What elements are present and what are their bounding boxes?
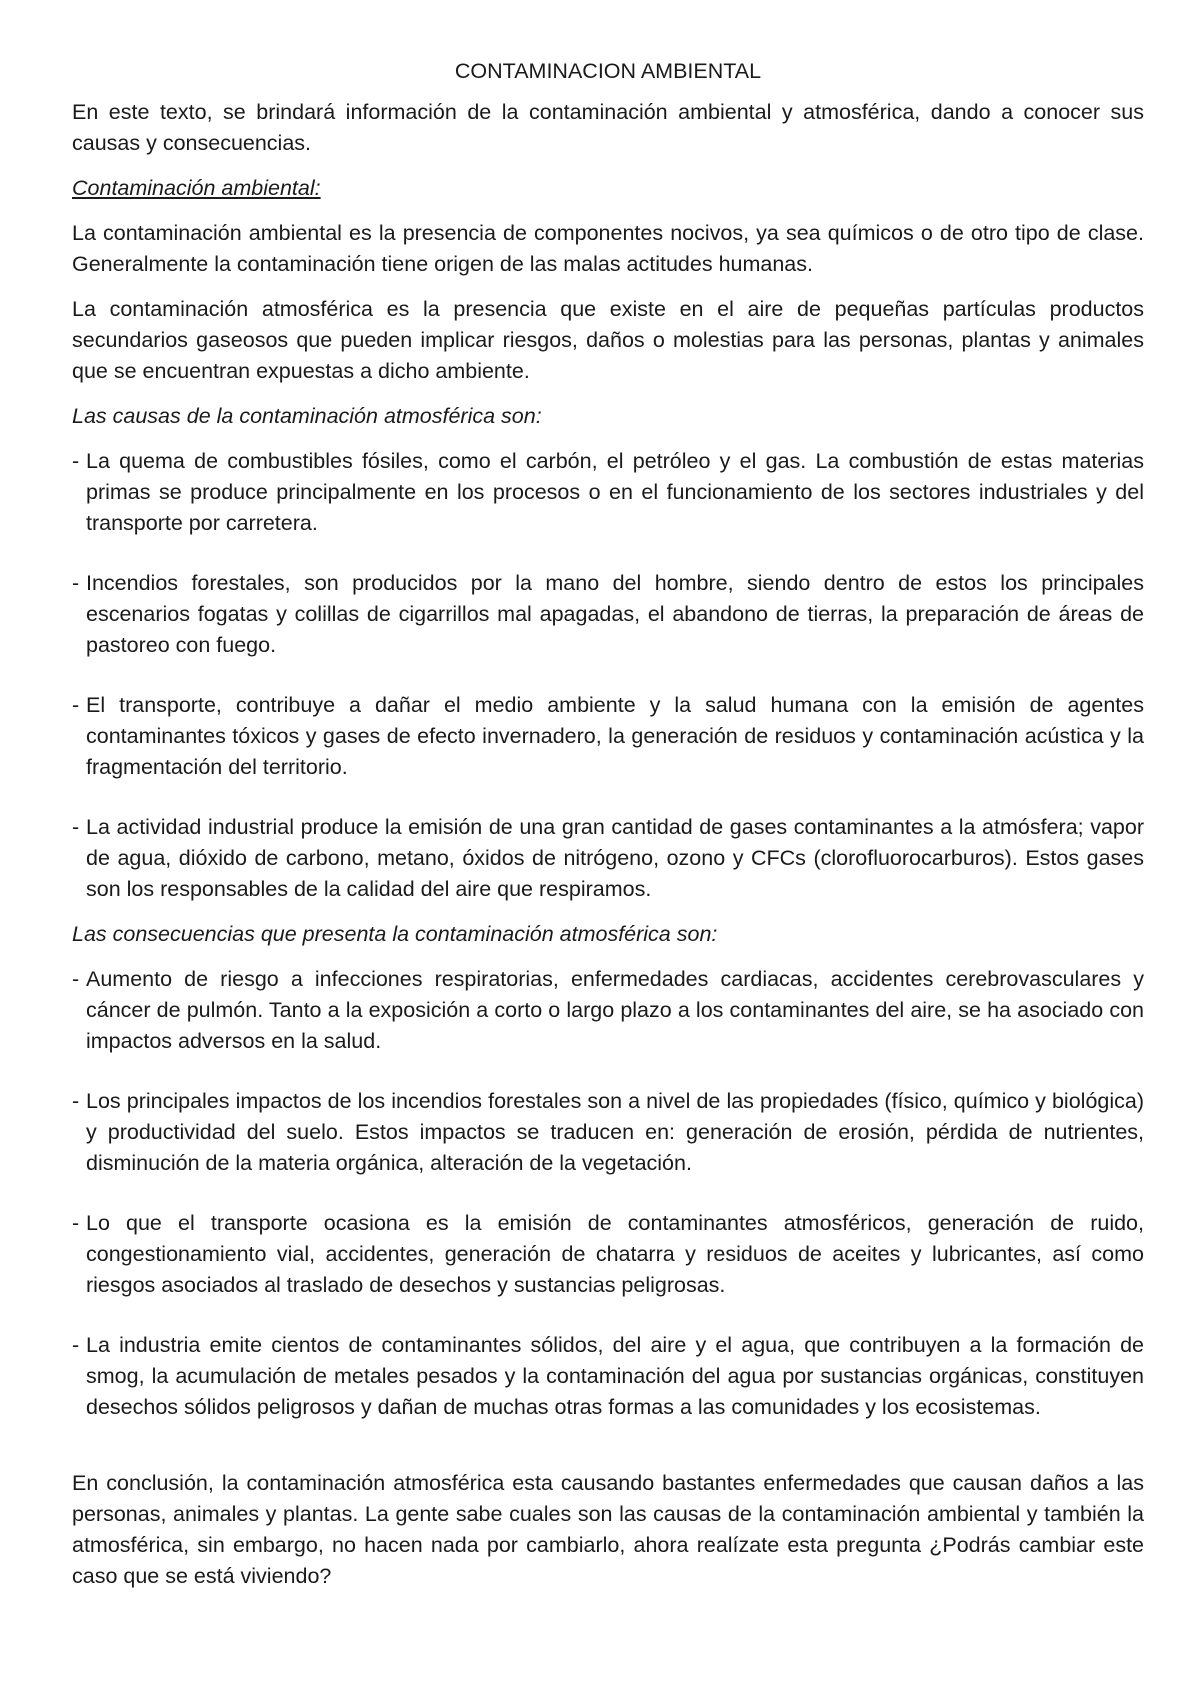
causes-list-item: - El transporte, contribuye a dañar el medio ambiente y la salud humana con la emisión de agentes contaminantes tóxicos y gases de efecto invernadero, la generación de residuos y contaminación acústica y la fragmentación del territorio. xyxy=(72,690,1144,783)
section-heading: Contaminación ambiental: xyxy=(72,176,321,200)
consequences-list xyxy=(72,964,1144,1423)
conclusion-paragraph: En conclusión, la contaminación atmosférica esta causando bastantes enfermedades que causan daños a las personas, animales y plantas. La gente sabe cuales son las causas de la contaminación ambiental y también la atmosférica, sin embargo, no hacen nada por cambiarlo, ahora realízate esta pregunta ¿Podrás cambiar este caso que se está viviendo? xyxy=(72,1471,1144,1588)
causes-list-item: - Incendios forestales, son producidos por la mano del hombre, siendo dentro de estos los principales escenarios fogatas y colillas de cigarrillos mal apagadas, el abandono de tierras, la preparación de áreas de pastoreo con fuego. xyxy=(72,568,1144,661)
consequences-list-item: - Los principales impactos de los incendios forestales son a nivel de las propiedades (físico, químico y biológica) y productividad del suelo. Estos impactos se traducen en: generación de erosión, pérdida de nutrientes, disminución de la materia orgánica, alteración de la vegetación. xyxy=(72,1086,1144,1179)
consequences-list-item: - La industria emite cientos de contaminantes sólidos, del aire y el agua, que contribuyen a la formación de smog, la acumulación de metales pesados y la contaminación del agua por sustancias orgánicas, constituyen desechos sólidos peligrosos y dañan de muchas otras formas a las comunidades y los ecosistemas. xyxy=(72,1330,1144,1423)
definition-paragraph-2: La contaminación atmosférica es la presencia que existe en el aire de pequeñas partículas productos secundarios gaseosos que pueden implicar riesgos, daños o molestias para las personas, plantas y animales que se encuentran expuestas a dicho ambiente. xyxy=(72,297,1144,383)
causes-list-item: - La actividad industrial produce la emisión de una gran cantidad de gases contaminantes a la atmósfera; vapor de agua, dióxido de carbono, metano, óxidos de nitrógeno, ozono y CFCs (clorofluorocarburos). Estos gases son los responsables de la calidad del aire que respiramos. xyxy=(72,812,1144,905)
document-title: CONTAMINACION AMBIENTAL xyxy=(454,59,762,83)
consequences-list-item: - Lo que el transporte ocasiona es la emisión de contaminantes atmosféricos, generación de ruido, congestionamiento vial, accidentes, generación de chatarra y residuos de aceites y lubricantes, así como riesgos asociados al traslado de desechos y sustancias peligrosas. xyxy=(72,1208,1144,1301)
definition-paragraph-1: La contaminación ambiental es la presencia de componentes nocivos, ya sea químicos o de otro tipo de clase. Generalmente la contaminación tiene origen de las malas actitudes humanas. xyxy=(72,221,1144,276)
causes-list-item: - La quema de combustibles fósiles, como el carbón, el petróleo y el gas. La combustión de estas materias primas se produce principalmente en los procesos o en el funcionamiento de los sectores industriales y del transporte por carretera. xyxy=(72,446,1144,539)
consequences-heading: Las consecuencias que presenta la contaminación atmosférica son: xyxy=(72,922,718,946)
consequences-list-item: - Aumento de riesgo a infecciones respiratorias, enfermedades cardiacas, accidentes cerebrovasculares y cáncer de pulmón. Tanto a la exposición a corto o largo plazo a los contaminantes del aire, se ha asociado con impactos adversos en la salud. xyxy=(72,964,1144,1057)
causes-list xyxy=(72,446,1144,905)
intro-paragraph: En este texto, se brindará información de la contaminación ambiental y atmosférica, dando a conocer sus causas y consecuencias. xyxy=(72,100,1144,155)
causes-heading: Las causas de la contaminación atmosférica son: xyxy=(72,404,542,428)
